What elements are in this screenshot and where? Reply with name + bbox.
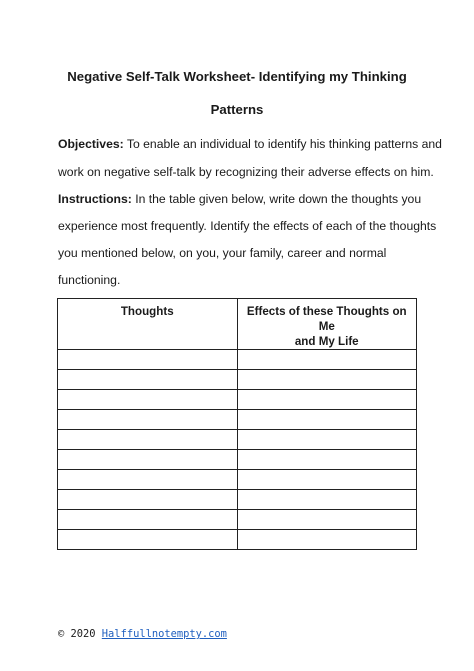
header-thoughts-label: Thoughts	[120, 305, 174, 318]
instructions-label: Instructions:	[58, 192, 132, 206]
instructions-text-1: In the table given below, write down the thoughts you	[131, 192, 422, 206]
effect-cell[interactable]	[237, 490, 417, 510]
thought-cell[interactable]	[58, 450, 238, 470]
effect-cell[interactable]	[237, 510, 417, 530]
instructions-line-2: experience most frequently. Identify the effects of each of the thoughts	[58, 219, 437, 233]
header-effects-label-2: and My Life	[294, 335, 359, 348]
table-row	[58, 370, 417, 390]
instructions-line-1	[58, 192, 438, 207]
thought-cell[interactable]	[58, 390, 238, 410]
worksheet-title-line-1: Negative Self-Talk Worksheet- Identifying my Thinking	[67, 69, 407, 84]
effect-cell[interactable]	[237, 350, 417, 370]
table-row	[58, 430, 417, 450]
header-effects	[237, 299, 417, 350]
table-row	[58, 350, 417, 370]
footer	[58, 628, 227, 641]
table-row	[58, 390, 417, 410]
objectives-line-2: work on negative self-talk by recognizing their adverse effects on him.	[58, 165, 434, 179]
thought-cell[interactable]	[58, 370, 238, 390]
effect-cell[interactable]	[237, 470, 417, 490]
worksheet-title-line-2: Patterns	[210, 102, 264, 117]
website-link[interactable]: Halffullnotempty.com	[101, 628, 227, 640]
thought-cell[interactable]	[58, 410, 238, 430]
table-row	[58, 450, 417, 470]
effect-cell[interactable]	[237, 390, 417, 410]
objectives-label: Objectives:	[58, 137, 124, 151]
effect-cell[interactable]	[237, 370, 417, 390]
table-row	[58, 410, 417, 430]
thought-cell[interactable]	[58, 510, 238, 530]
header-effects-label-1: Effects of these Thoughts on Me	[246, 305, 407, 333]
header-thoughts	[58, 299, 238, 350]
thought-cell[interactable]	[58, 530, 238, 550]
effect-cell[interactable]	[237, 530, 417, 550]
effect-cell[interactable]	[237, 450, 417, 470]
objectives-line-1	[58, 137, 442, 152]
thought-cell[interactable]	[58, 350, 238, 370]
effect-cell[interactable]	[237, 430, 417, 450]
table-header-row	[58, 299, 417, 350]
thought-cell[interactable]	[58, 430, 238, 450]
instructions-line-4: functioning.	[58, 273, 121, 287]
thoughts-table	[57, 298, 417, 550]
thought-cell[interactable]	[58, 490, 238, 510]
thought-cell[interactable]	[58, 470, 238, 490]
effect-cell[interactable]	[237, 410, 417, 430]
table-row	[58, 530, 417, 550]
table-row	[58, 470, 417, 490]
objectives-text-1: To enable an individual to identify his thinking patterns and	[123, 137, 442, 151]
copyright-text: © 2020	[58, 628, 102, 640]
table-row	[58, 510, 417, 530]
table-row	[58, 490, 417, 510]
instructions-line-3: you mentioned below, on you, your family, career and normal	[58, 246, 387, 260]
